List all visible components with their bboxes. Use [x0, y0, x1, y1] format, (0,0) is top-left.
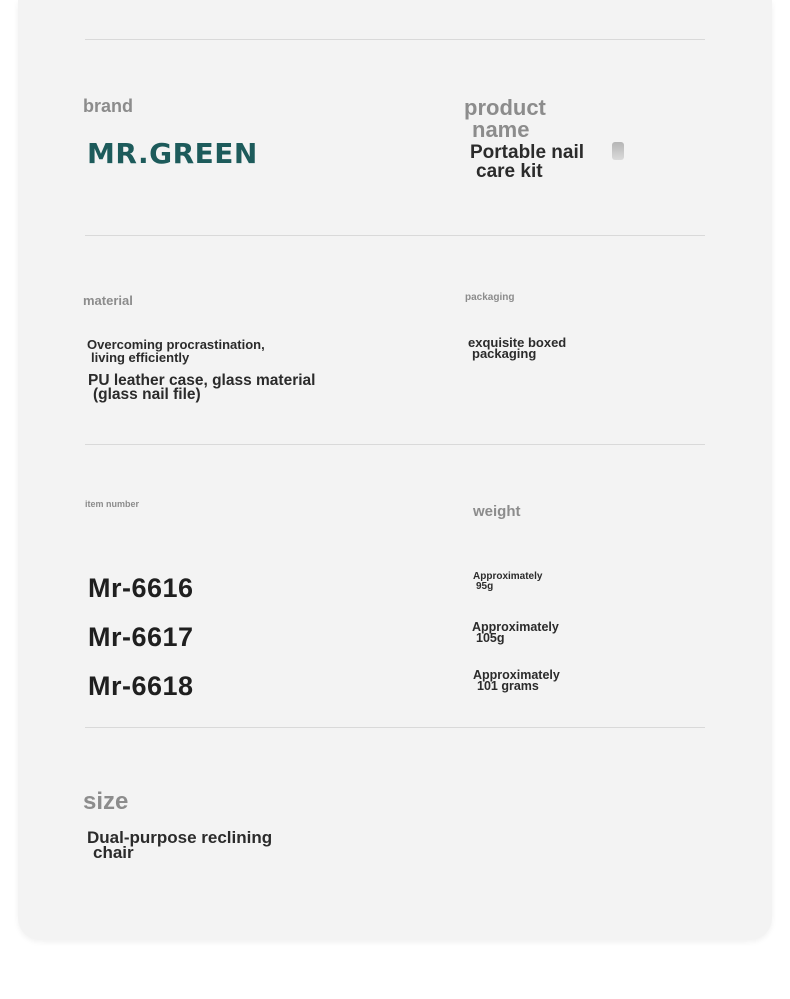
- weight-1: [473, 572, 542, 592]
- material-value-line1: PU leather case, glass material: [88, 372, 316, 389]
- brand-logo: MR.GREEN: [87, 137, 258, 170]
- packaging-value: [468, 337, 566, 359]
- weight-label: weight: [473, 503, 521, 520]
- product-name-label: [464, 97, 546, 141]
- weight-3-line1: Approximately: [473, 668, 560, 682]
- divider: [85, 444, 705, 445]
- item-number-2: Mr-6617: [88, 622, 194, 652]
- weight-2-line1: Approximately: [472, 620, 559, 634]
- material-value: [88, 374, 315, 402]
- item-number-3: Mr-6618: [88, 671, 194, 701]
- material-slogan: [87, 338, 265, 365]
- material-slogan-line1: Overcoming procrastination,: [87, 337, 265, 352]
- material-label: material: [83, 293, 133, 308]
- material-value-line2: (glass nail file): [93, 386, 201, 403]
- size-label: size: [83, 788, 129, 815]
- product-name-label-line1: product: [464, 95, 546, 120]
- packaging-value-line1: exquisite boxed: [468, 335, 567, 350]
- brand-label: brand: [83, 96, 134, 116]
- size-value-line2: chair: [93, 843, 134, 862]
- size-value-line1: Dual-purpose reclining: [87, 828, 273, 847]
- weight-2: [472, 622, 559, 644]
- weight-3: [473, 670, 560, 692]
- item-number-label: item number: [85, 499, 140, 509]
- size-value: [87, 830, 272, 860]
- product-thumbnail: [612, 142, 624, 160]
- item-number-1: Mr-6616: [88, 573, 194, 603]
- packaging-value-line2: packaging: [472, 346, 537, 361]
- weight-1-line1: Approximately: [473, 571, 543, 582]
- divider: [85, 727, 705, 728]
- product-name-value-line1: Portable nail: [470, 142, 585, 163]
- divider: [85, 235, 705, 236]
- divider: [85, 39, 705, 40]
- weight-3-line2: 101 grams: [477, 679, 539, 693]
- weight-1-line2: 95g: [476, 581, 494, 593]
- product-name-value-line2: care kit: [476, 161, 543, 183]
- weight-2-line2: 105g: [476, 631, 505, 645]
- product-name-label-line2: name: [472, 117, 530, 142]
- product-name-value: [470, 143, 584, 182]
- packaging-label: packaging: [465, 292, 515, 303]
- material-slogan-line2: living efficiently: [91, 350, 190, 366]
